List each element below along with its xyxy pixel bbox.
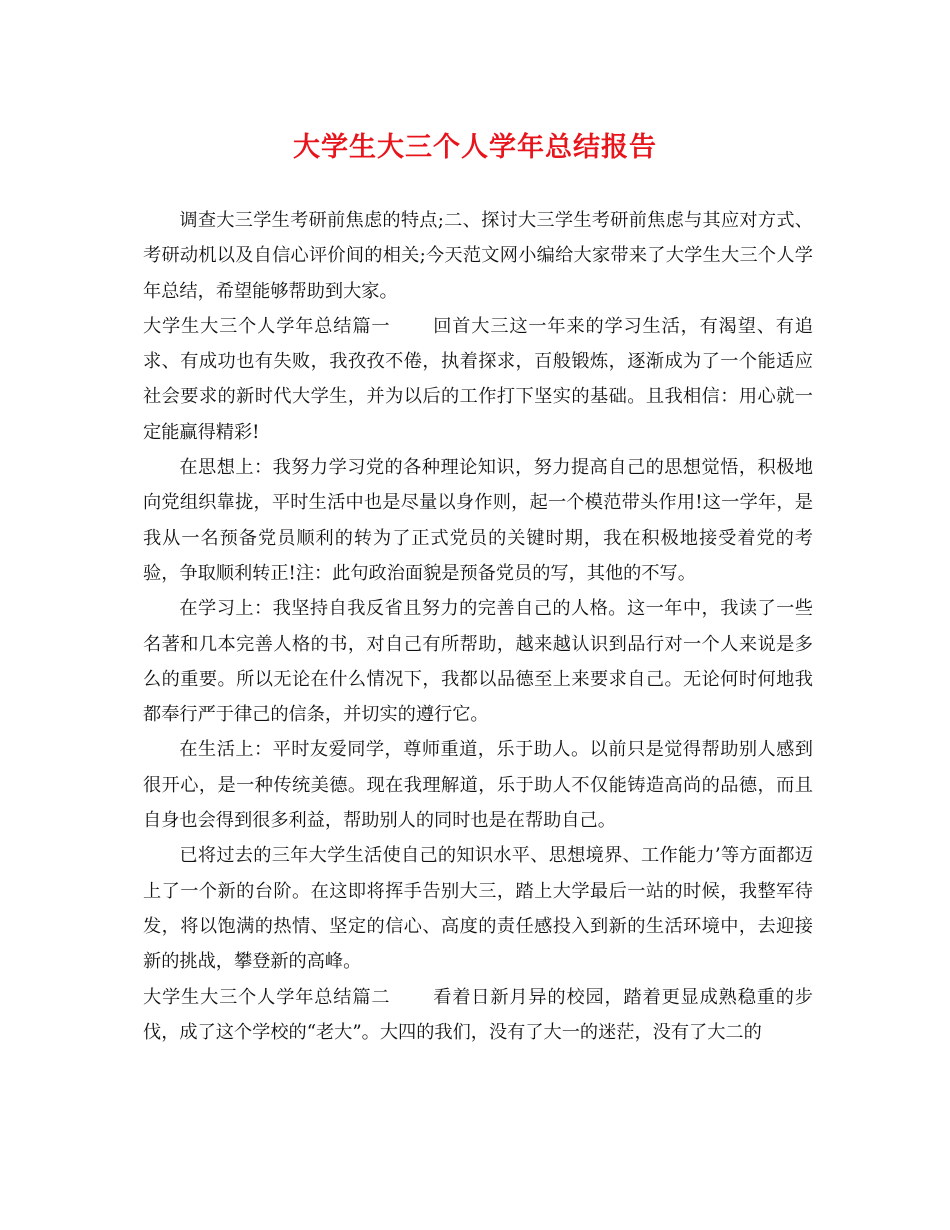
section-2-text: 看着日新月异的校园，踏着更显成熟稳重的步伐，成了这个学校的“老大”。大四的我们，没有了大一的迷茫，没有了大二的 (143, 986, 813, 1043)
thought-paragraph: 在思想上：我努力学习党的各种理论知识，努力提高自己的思想觉悟，积极地向党组织靠拢，平时生活中也是尽量以身作则，起一个模范带头作用!这一学年，是我从一名预备党员顺利的转为了正式党员的关键时期，我在积极地接受着党的考验，争取顺利转正!注：此句政治面貌是预备党员的写，其他的不写。 (143, 457, 813, 584)
section-1-heading: 大学生大三个人学年总结篇一 (143, 315, 391, 337)
life-paragraph: 在生活上：平时友爱同学，尊师重道，乐于助人。以前只是觉得帮助别人感到很开心，是一种传统美德。现在我理解道，乐于助人不仅能铸造高尚的品德，而且自身也会得到很多利益，帮助别人的同时也是在帮助自己。 (143, 739, 813, 832)
section-1-paragraph (143, 309, 813, 450)
study-paragraph: 在学习上：我坚持自我反省且努力的完善自己的人格。这一年中，我读了一些名著和几本完善人格的书，对自己有所帮助，越来越认识到品行对一个人来说是多么的重要。所以无论在什么情况下，我都以品德至上来要求自己。无论何时何地我都奉行严于律己的信条，并切实的遵行它。 (143, 598, 813, 726)
section-2-heading: 大学生大三个人学年总结篇二 (143, 986, 391, 1008)
intro-paragraph: 调查大三学生考研前焦虑的特点;二、探讨大三学生考研前焦虑与其应对方式、考研动机以及自信心评价间的相关;今天范文网小编给大家带来了大学生大三个人学年总结，希望能够帮助到大家。 (143, 210, 813, 302)
summary-paragraph: 已将过去的三年大学生活使自己的知识水平、思想境界、工作能力’等方面都迈上了一个新的台阶。在这即将挥手告别大三，踏上大学最后一站的时候，我整军待发，将以饱满的热情、坚定的信心、高度的责任感投入到新的生活环境中，去迎接新的挑战，攀登新的高峰。 (143, 845, 813, 973)
document-body (143, 203, 813, 1050)
section-1-text: 回首大三这一年来的学习生活，有渴望、有追求、有成功也有失败，我孜孜不倦，执着探求，百般锻炼，逐渐成为了一个能适应社会要求的新时代大学生，并为以后的工作打下坚实的基础。且我相信：用心就一定能赢得精彩! (143, 315, 813, 443)
document-title: 大学生大三个人学年总结报告 (293, 132, 657, 163)
section-2-paragraph (143, 980, 813, 1051)
